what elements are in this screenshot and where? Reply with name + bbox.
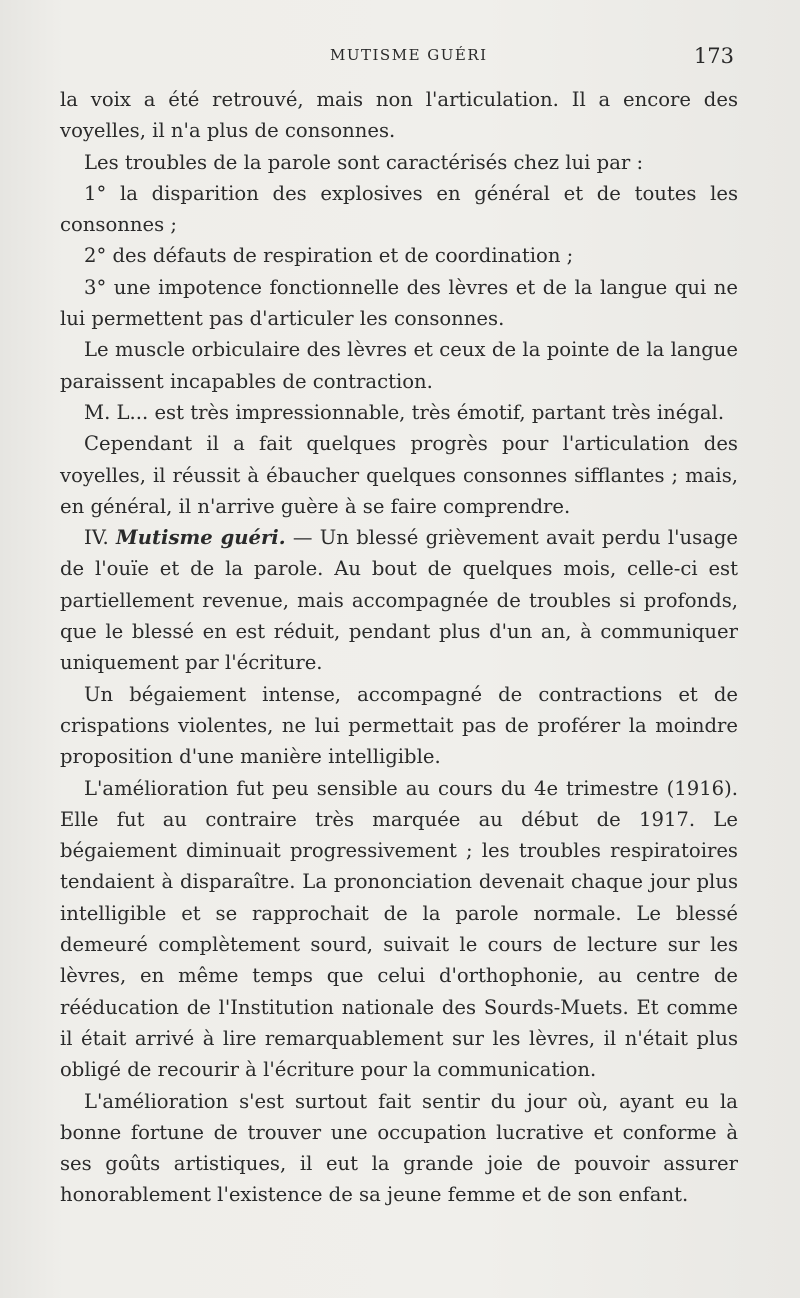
paragraph-2: Les troubles de la parole sont caractérisés chez lui par : [84,150,644,174]
section-title: Mutisme guéri. [116,526,286,550]
paragraph-4: M. L... est très impressionnable, très émotif, partant très inégal. [84,400,725,424]
section-text: — Un blessé grièvement avait perdu l'usage de l'ouïe et de la parole. Au bout de quelques mois, celle-ci est partiellement revenue, mais accompagnée de troubles si profonds, que le blessé en est réduit, pendant plus d'un an, à communiquer uniquement par l'écriture. [60,526,739,675]
page-header [0,44,800,74]
body-text [60,84,738,1211]
paragraph-6: Un bégaiement intense, accompagné de contractions et de crispations violentes, ne lui permettait pas de proférer la moindre proposition d'une manière intelligible. [60,682,738,769]
list-item-3: 3° une impotence fonctionnelle des lèvres et de la langue qui ne lui permettent pas d'articuler les consonnes. [60,275,738,331]
paragraph-3: Le muscle orbiculaire des lèvres et ceux de la pointe de la langue paraissent incapables de contraction. [60,338,738,393]
page-number: 173 [693,44,734,68]
section-paragraph [60,522,738,678]
list-item-2: 2° des défauts de respiration et de coordination ; [84,244,574,268]
section-number: IV. [84,526,109,550]
paragraph-8: L'amélioration s'est surtout fait sentir du jour où, ayant eu la bonne fortune de trouver une occupation lucrative et conforme à ses goûts artistiques, il eut la grande joie de pouvoir assurer honorablement l'existence de sa jeune femme et de son enfant. [60,1089,738,1207]
paragraph-5: Cependant il a fait quelques progrès pour l'articulation des voyelles, il réussit à ébaucher quelques consonnes sifflantes ; mais, en général, il n'arrive guère à se faire comprendre. [60,432,738,518]
paragraph-1: la voix a été retrouvé, mais non l'articulation. Il a encore des voyelles, il n'a plus de consonnes. [60,88,738,143]
paragraph-7: L'amélioration fut peu sensible au cours du 4e trimestre (1916). Elle fut au contraire très marquée au début de 1917. Le bégaiement diminuait progressivement ; les troubles respiratoires tendaient à disparaître. La prononciation devenait chaque jour plus intelligible et se rapprochait de la parole normale. Le blessé demeuré complètement sourd, suivait le cours de lecture sur les lèvres, en même temps que celui d'orthophonie, au centre de rééducation de l'Institution nationale des Sourds-Muets. Et comme il était arrivé à lire remarquablement sur les lèvres, il n'était plus obligé de recourir à l'écriture pour la communication. [60,776,738,1082]
running-head: MUTISME GUÉRI [330,46,488,64]
list-item-1: 1° la disparition des explosives en général et de toutes les consonnes ; [60,181,738,237]
